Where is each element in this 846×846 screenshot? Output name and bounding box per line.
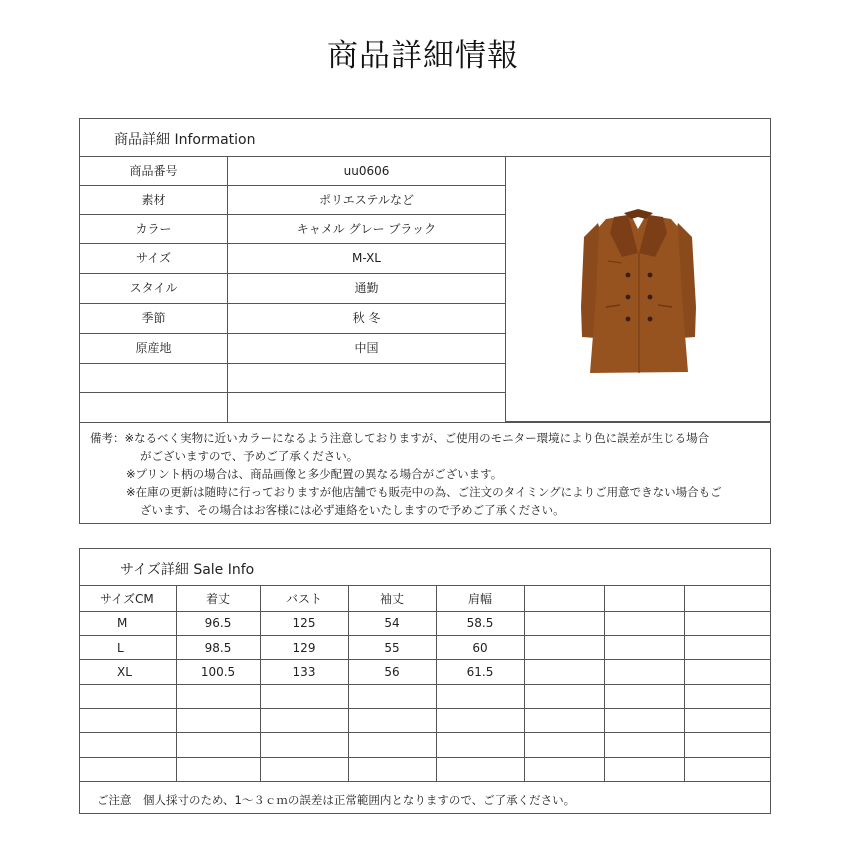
size-cell [524,611,604,635]
size-cell [176,757,260,781]
remark-line: ざいます、その場合はお客様には必ず連絡をいたしますので予めご了承ください。 [140,503,565,517]
size-row [80,660,770,684]
size-row [80,611,770,635]
spec-value: ポリエステルなど [319,193,414,207]
size-cell [604,635,684,659]
spec-label [80,393,228,422]
spec-value: 秋 冬 [352,311,381,325]
size-column-header: サイズCM [80,586,176,611]
size-row [80,684,770,708]
size-cell: 56 [348,660,436,684]
spec-row [80,364,505,393]
size-column-header: 袖丈 [348,586,436,611]
size-cell [260,709,348,733]
size-cell: 100.5 [176,660,260,684]
spec-value: uu0606 [343,164,390,178]
size-cell [524,635,604,659]
spec-label: 素材 [80,186,228,214]
size-cell: 54 [348,611,436,635]
size-column-header: 着丈 [176,586,260,611]
size-cell [436,709,524,733]
spec-row [80,274,505,304]
size-cell: 96.5 [176,611,260,635]
size-details-section [79,548,771,814]
size-column-header: バスト [260,586,348,611]
spec-row [80,244,505,274]
product-image-cell [505,157,770,422]
size-cell [604,709,684,733]
size-cell [604,684,684,708]
size-cell [348,709,436,733]
size-footnote: ご注意 個人採寸のため、1～３ｃｍの誤差は正常範囲内となりますので、ご了承ください。 [97,793,576,807]
spec-value: キャメル グレー ブラック [296,222,437,236]
spec-row [80,393,505,422]
size-cell [604,611,684,635]
size-cell [176,684,260,708]
size-cell [524,660,604,684]
size-cell [684,611,770,635]
size-cell [604,757,684,781]
size-cell [436,733,524,757]
size-cell [176,709,260,733]
size-column-header [604,586,684,611]
spec-row [80,157,505,186]
product-details-header [80,119,770,157]
size-column-header [684,586,770,611]
remark-line: がございますので、予めご了承ください。 [140,449,359,463]
size-cell [684,733,770,757]
product-details-section [79,118,771,524]
size-cell: XL [80,660,176,684]
spec-value: 中国 [354,341,379,355]
size-cell [80,757,176,781]
size-cell [436,757,524,781]
spec-value [228,364,505,392]
spec-value: M-XL [352,251,381,265]
size-cell [684,660,770,684]
size-header-row [80,586,770,611]
size-cell [524,757,604,781]
remark-line: ※在庫の更新は随時に行っておりますが他店舗でも販売中の為、ご注文のタイミングによりご用意できない場合もご [126,485,722,499]
size-cell [80,684,176,708]
size-cell [436,684,524,708]
size-cell: 129 [260,635,348,659]
size-cell [348,733,436,757]
spec-row [80,215,505,244]
spec-label: 季節 [80,304,228,333]
size-cell [524,733,604,757]
spec-label: サイズ [80,244,228,273]
size-details-heading: サイズ詳細 Sale Info [120,562,255,578]
size-cell [684,709,770,733]
remark-line: ※プリント柄の場合は、商品画像と多少配置の異なる場合がございます。 [126,467,503,481]
size-cell: L [80,635,176,659]
size-cell: 125 [260,611,348,635]
spec-value [228,393,505,422]
spec-row [80,186,505,215]
size-column-header [524,586,604,611]
spec-label: カラー [80,215,228,243]
size-row [80,635,770,659]
size-cell [260,757,348,781]
size-cell: 133 [260,660,348,684]
spec-value: 通勤 [354,281,379,295]
spec-label: 商品番号 [80,157,228,185]
size-cell [684,757,770,781]
spec-row [80,304,505,334]
size-cell [604,660,684,684]
size-cell: 60 [436,635,524,659]
size-cell [524,709,604,733]
size-cell [80,709,176,733]
size-row [80,709,770,733]
remarks-block [80,422,770,523]
size-row [80,757,770,781]
size-cell [348,684,436,708]
coat-image [506,157,771,422]
size-cell [684,635,770,659]
size-table [80,586,770,782]
spec-row [80,334,505,364]
size-cell: 55 [348,635,436,659]
size-column-header: 肩幅 [436,586,524,611]
product-details-heading: 商品詳細 Information [114,132,256,148]
page-title: 商品詳細情報 [327,38,519,74]
remark-line: 備考：※なるべく実物に近いカラーになるよう注意しておりますが、ご使用のモニター環境により色に誤差が生じる場合 [90,431,710,445]
size-cell: 61.5 [436,660,524,684]
size-row [80,733,770,757]
size-cell [260,733,348,757]
size-cell: 98.5 [176,635,260,659]
size-cell [604,733,684,757]
size-cell [80,733,176,757]
size-cell [260,684,348,708]
size-cell: 58.5 [436,611,524,635]
spec-label [80,364,228,392]
size-cell [176,733,260,757]
size-details-header [80,549,770,586]
size-cell: M [80,611,176,635]
size-cell [684,684,770,708]
spec-label: 原産地 [80,334,228,363]
spec-label: スタイル [80,274,228,303]
size-cell [524,684,604,708]
size-cell [348,757,436,781]
